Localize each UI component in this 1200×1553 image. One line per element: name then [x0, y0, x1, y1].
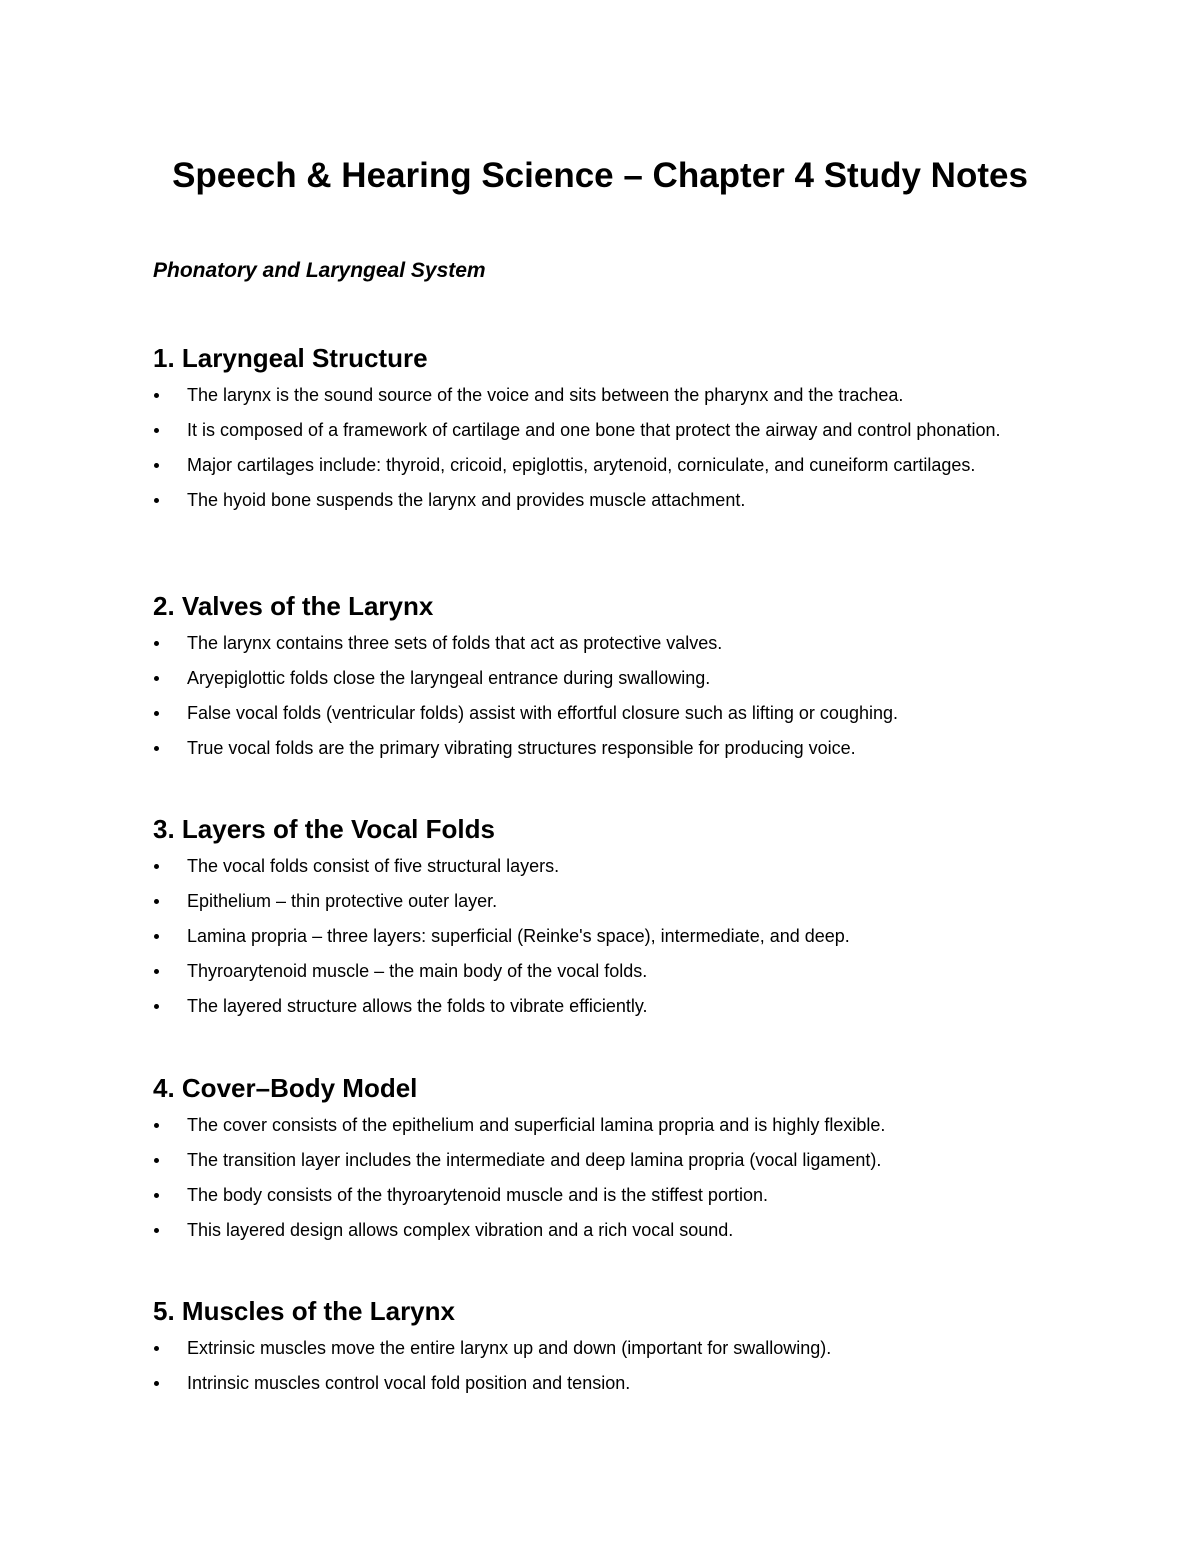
- list-item: [153, 666, 1073, 690]
- list-item: [153, 1148, 1073, 1172]
- bullet-icon: [154, 746, 159, 751]
- bullet-icon: [154, 711, 159, 716]
- bullet-icon: [154, 969, 159, 974]
- bullet-icon: [154, 676, 159, 681]
- list-item-text: Major cartilages include: thyroid, cricoid, epiglottis, arytenoid, corniculate, and cuneiform cartilages.: [187, 455, 976, 475]
- section-heading: 2. Valves of the Larynx: [153, 591, 434, 621]
- list-item-text: The body consists of the thyroarytenoid muscle and is the stiffest portion.: [187, 1185, 768, 1205]
- section-heading: 4. Cover–Body Model: [153, 1073, 418, 1103]
- bullet-list: [153, 1336, 1073, 1395]
- section-layers-of-vocal-folds: [153, 812, 1073, 1029]
- section-valves-of-larynx: [153, 589, 1073, 771]
- bullet-icon: [154, 1004, 159, 1009]
- bullet-icon: [154, 463, 159, 468]
- section-laryngeal-structure: [153, 341, 1073, 523]
- page-title: Speech & Hearing Science – Chapter 4 Study Notes: [172, 156, 1028, 195]
- list-item-text: Aryepiglottic folds close the laryngeal entrance during swallowing.: [187, 668, 711, 688]
- list-item: [153, 1183, 1073, 1207]
- list-item-text: It is composed of a framework of cartilage and one bone that protect the airway and control phonation.: [187, 420, 1001, 440]
- bullet-list: [153, 1113, 1073, 1242]
- list-item-text: True vocal folds are the primary vibrating structures responsible for producing voice.: [187, 738, 856, 758]
- section-muscles-of-larynx: [153, 1294, 1073, 1406]
- list-item: [153, 1371, 1073, 1395]
- list-item-text: The cover consists of the epithelium and superficial lamina propria and is highly flexible.: [187, 1115, 886, 1135]
- bullet-icon: [154, 934, 159, 939]
- list-item: [153, 488, 1073, 512]
- list-item: [153, 1218, 1073, 1242]
- list-item: [153, 418, 1073, 442]
- list-item-text: The transition layer includes the intermediate and deep lamina propria (vocal ligament).: [187, 1150, 882, 1170]
- bullet-icon: [154, 1228, 159, 1233]
- bullet-icon: [154, 899, 159, 904]
- bullet-list: [153, 631, 1073, 760]
- list-item: [153, 453, 1073, 477]
- list-item: [153, 854, 1073, 878]
- list-item: [153, 959, 1073, 983]
- list-item: [153, 736, 1073, 760]
- bullet-icon: [154, 1381, 159, 1386]
- list-item-text: The layered structure allows the folds to vibrate efficiently.: [187, 996, 648, 1016]
- list-item: [153, 924, 1073, 948]
- bullet-icon: [154, 428, 159, 433]
- list-item-text: Extrinsic muscles move the entire larynx up and down (important for swallowing).: [187, 1338, 832, 1358]
- list-item-text: Epithelium – thin protective outer layer.: [187, 891, 498, 911]
- bullet-icon: [154, 1193, 159, 1198]
- section-heading: 5. Muscles of the Larynx: [153, 1296, 455, 1326]
- section-heading: 1. Laryngeal Structure: [153, 343, 428, 373]
- list-item: [153, 994, 1073, 1018]
- section-cover-body-model: [153, 1071, 1073, 1253]
- section-heading: 3. Layers of the Vocal Folds: [153, 814, 495, 844]
- list-item: [153, 889, 1073, 913]
- list-item-text: Lamina propria – three layers: superficial (Reinke's space), intermediate, and deep.: [187, 926, 850, 946]
- list-item-text: The hyoid bone suspends the larynx and provides muscle attachment.: [187, 490, 746, 510]
- list-item-text: The larynx is the sound source of the voice and sits between the pharynx and the trachea.: [187, 385, 904, 405]
- bullet-icon: [154, 393, 159, 398]
- list-item: [153, 1336, 1073, 1360]
- list-item-text: The larynx contains three sets of folds that act as protective valves.: [187, 633, 723, 653]
- list-item-text: False vocal folds (ventricular folds) assist with effortful closure such as lifting or coughing.: [187, 703, 898, 723]
- list-item: [153, 383, 1073, 407]
- bullet-icon: [154, 1123, 159, 1128]
- bullet-icon: [154, 864, 159, 869]
- list-item: [153, 1113, 1073, 1137]
- list-item-text: Intrinsic muscles control vocal fold position and tension.: [187, 1373, 631, 1393]
- bullet-list: [153, 383, 1073, 512]
- bullet-list: [153, 854, 1073, 1018]
- bullet-icon: [154, 641, 159, 646]
- bullet-icon: [154, 498, 159, 503]
- bullet-icon: [154, 1346, 159, 1351]
- page-subtitle: Phonatory and Laryngeal System: [153, 259, 486, 282]
- list-item: [153, 631, 1073, 655]
- list-item: [153, 701, 1073, 725]
- list-item-text: Thyroarytenoid muscle – the main body of the vocal folds.: [187, 961, 648, 981]
- bullet-icon: [154, 1158, 159, 1163]
- list-item-text: The vocal folds consist of five structural layers.: [187, 856, 560, 876]
- list-item-text: This layered design allows complex vibration and a rich vocal sound.: [187, 1220, 734, 1240]
